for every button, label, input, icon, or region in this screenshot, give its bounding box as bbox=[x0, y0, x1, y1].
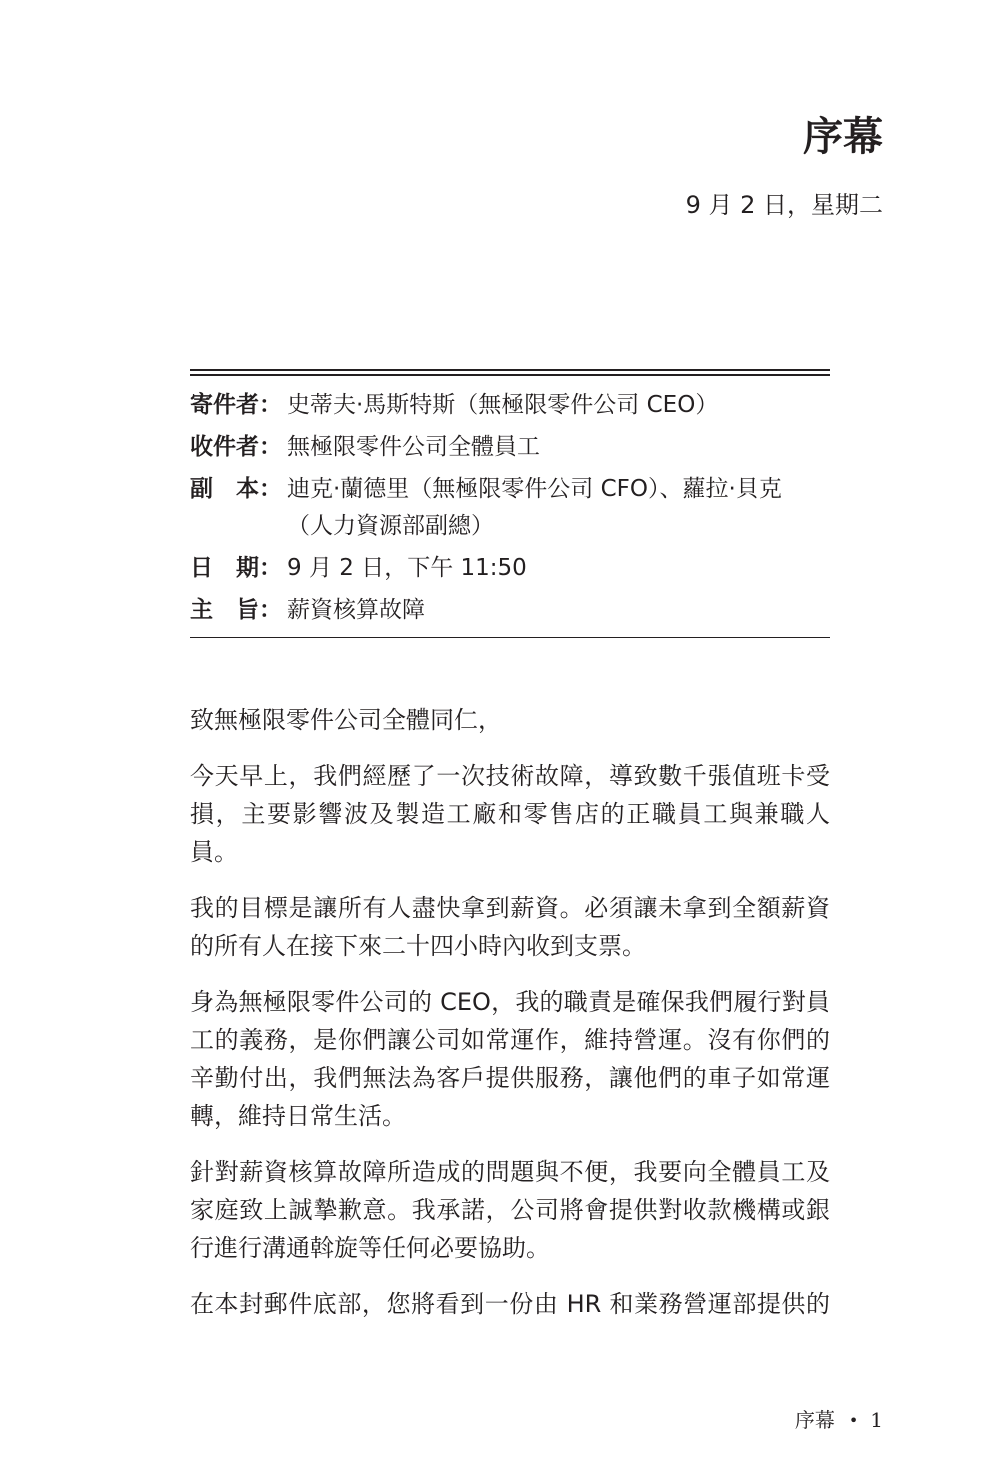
email-cc-label: 副 本： bbox=[190, 476, 282, 502]
header-bottom-rule bbox=[190, 637, 830, 638]
email-header bbox=[190, 387, 830, 634]
email-date-row bbox=[190, 550, 830, 587]
body-line: 身為無極限零件公司的 CEO，我的職責是確保我們履行對員 bbox=[190, 988, 830, 1016]
body-paragraph bbox=[190, 757, 830, 871]
email-date-value: 9 月 2 日，下午 11:50 bbox=[287, 555, 527, 581]
page-number: 1 bbox=[870, 1408, 883, 1432]
header-top-double-rule bbox=[190, 369, 830, 376]
email-to-row bbox=[190, 429, 830, 466]
body-paragraph bbox=[190, 701, 830, 739]
email-cc-row bbox=[190, 471, 830, 545]
email-subject-label: 主 旨： bbox=[190, 597, 282, 623]
email-subject-row bbox=[190, 592, 830, 629]
body-paragraph bbox=[190, 1153, 830, 1267]
body-line: 致無極限零件公司全體同仁， bbox=[190, 706, 502, 734]
chapter-title: 序幕 bbox=[803, 114, 883, 160]
email-to-value: 無極限零件公司全體員工 bbox=[287, 434, 540, 460]
email-cc-value bbox=[287, 471, 782, 545]
body-line: 轉，維持日常生活。 bbox=[190, 1102, 406, 1130]
body-line: 在本封郵件底部，您將看到一份由 HR 和業務營運部提供的 bbox=[190, 1290, 830, 1318]
email-date-label: 日 期： bbox=[190, 555, 282, 581]
email-from-row bbox=[190, 387, 830, 424]
chapter-date: 9 月 2 日，星期二 bbox=[685, 191, 883, 219]
letter-body bbox=[190, 701, 830, 1341]
body-line: 辛勤付出，我們無法為客戶提供服務，讓他們的車子如常運 bbox=[190, 1064, 830, 1092]
email-cc-line: （人力資源部副總） bbox=[287, 513, 494, 539]
footer-section-title: 序幕 bbox=[794, 1408, 835, 1432]
email-from-value: 史蒂夫·馬斯特斯（無極限零件公司 CEO） bbox=[287, 392, 719, 418]
body-paragraph bbox=[190, 889, 830, 965]
footer-separator: • bbox=[848, 1411, 859, 1430]
body-line: 損，主要影響波及製造工廠和零售店的正職員工與兼職人 bbox=[190, 800, 830, 828]
email-subject-value: 薪資核算故障 bbox=[287, 597, 425, 623]
email-from-label: 寄件者： bbox=[190, 392, 282, 418]
email-to-label: 收件者： bbox=[190, 434, 282, 460]
body-line: 行進行溝通斡旋等任何必要協助。 bbox=[190, 1234, 550, 1262]
body-line: 我的目標是讓所有人盡快拿到薪資。必須讓未拿到全額薪資 bbox=[190, 894, 830, 922]
body-line: 針對薪資核算故障所造成的問題與不便，我要向全體員工及 bbox=[190, 1158, 830, 1186]
body-line: 的所有人在接下來二十四小時內收到支票。 bbox=[190, 932, 646, 960]
body-line: 員。 bbox=[190, 838, 238, 866]
body-line: 工的義務，是你們讓公司如常運作，維持營運。沒有你們的 bbox=[190, 1026, 830, 1054]
body-paragraph bbox=[190, 1285, 830, 1323]
body-paragraph bbox=[190, 983, 830, 1135]
email-cc-line: 迪克·蘭德里（無極限零件公司 CFO）、蘿拉·貝克 bbox=[287, 476, 782, 502]
body-line: 家庭致上誠摯歉意。我承諾，公司將會提供對收款機構或銀 bbox=[190, 1196, 830, 1224]
body-line: 今天早上，我們經歷了一次技術故障，導致數千張值班卡受 bbox=[190, 762, 830, 790]
page-footer bbox=[795, 1406, 883, 1435]
